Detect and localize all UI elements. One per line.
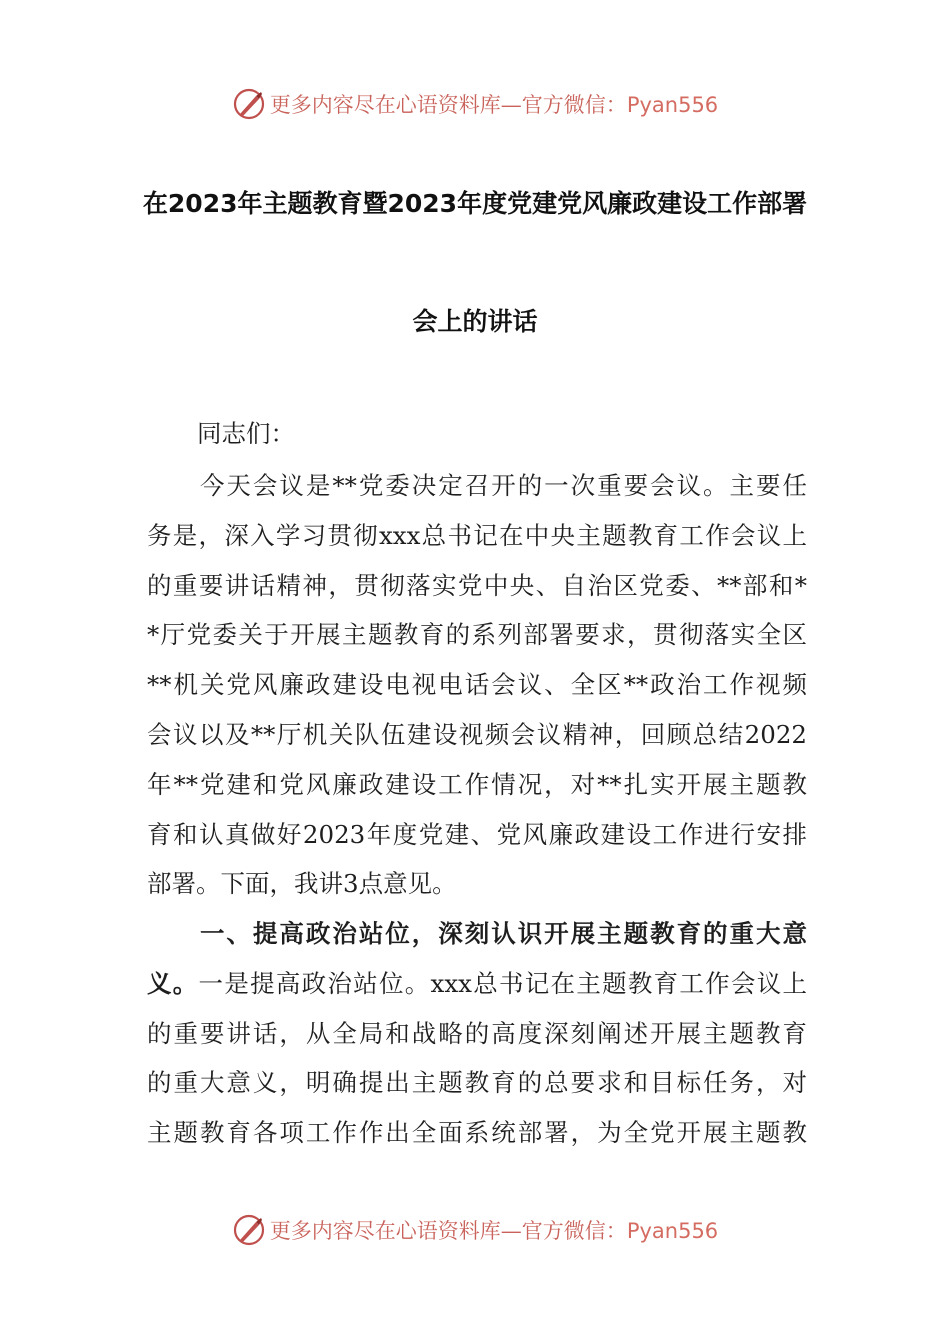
- text-line: 的重大意义，明确提出主题教育的总要求和目标任务，对: [147, 1068, 807, 1098]
- text-line: 的重要讲话精神，贯彻落实党中央、自治区党委、**部和*: [147, 570, 807, 600]
- wechat-id: Pyan556: [626, 93, 719, 117]
- document-title-line-2: 会上的讲话: [412, 307, 538, 336]
- text-line: 育和认真做好2023年度党建、党风廉政建设工作进行安排: [147, 819, 807, 849]
- banner-text: 更多内容尽在心语资料库—官方微信：Pyan556: [269, 1219, 719, 1243]
- section-heading-end: 义。: [147, 968, 199, 998]
- text-line: 主题教育各项工作作出全面系统部署，为全党开展主题教: [147, 1118, 807, 1148]
- header-watermark-banner: [0, 84, 950, 124]
- text-line: 年**党建和党风廉政建设工作情况，对**扎实开展主题教: [147, 769, 807, 799]
- text-line: 会议以及**厅机关队伍建设视频会议精神，回顾总结2022: [147, 719, 807, 749]
- greeting: 同志们：: [197, 419, 295, 448]
- text-line: 一是提高政治站位。xxx总书记在主题教育工作会议上: [198, 968, 807, 998]
- quill-logo-icon: [232, 1213, 266, 1247]
- text-line: **机关党风廉政建设电视电话会议、全区**政治工作视频: [147, 670, 807, 700]
- text-line: 务是，深入学习贯彻xxx总书记在中央主题教育工作会议上: [147, 520, 807, 550]
- quill-logo-icon: [232, 87, 266, 121]
- text-line: *厅党委关于开展主题教育的系列部署要求，贯彻落实全区: [147, 620, 807, 650]
- text-line: 部署。下面，我讲3点意见。: [147, 869, 457, 899]
- paragraph-intro: [147, 461, 807, 909]
- section-heading: 一、提高政治站位，深刻认识开展主题教育的重大意: [147, 919, 807, 948]
- text-line: 今天会议是**党委决定召开的一次重要会议。主要任: [147, 471, 807, 500]
- footer-watermark-banner: [0, 1210, 950, 1250]
- banner-text: 更多内容尽在心语资料库—官方微信：Pyan556: [269, 93, 719, 117]
- text-line: 的重要讲话，从全局和战略的高度深刻阐述开展主题教育: [147, 1018, 807, 1048]
- document-title-line-1: 在2023年主题教育暨2023年度党建党风廉政建设工作部署: [142, 189, 808, 218]
- wechat-id: Pyan556: [626, 1219, 719, 1243]
- paragraph-section-1: [147, 909, 807, 1158]
